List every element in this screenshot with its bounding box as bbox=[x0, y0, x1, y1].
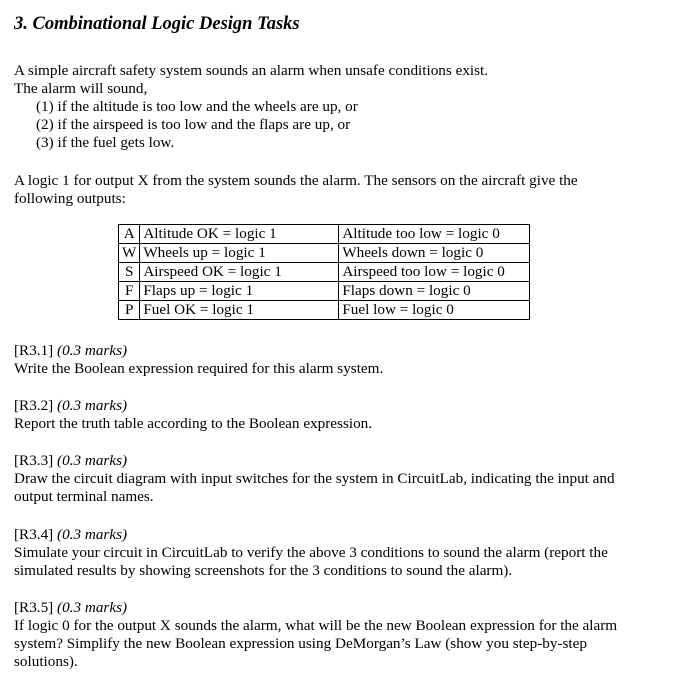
question-text: Simulate your circuit in CircuitLab to verify the above 3 conditions to sound the alarm (report the bbox=[14, 544, 608, 561]
question-header-r3-5 bbox=[14, 599, 127, 617]
sensor-ok: Wheels up = logic 1 bbox=[140, 244, 339, 263]
sensor-key: P bbox=[119, 301, 140, 320]
table-row bbox=[119, 282, 530, 301]
sensor-bad: Altitude too low = logic 0 bbox=[339, 225, 530, 244]
condition-2: (2) if the airspeed is too low and the flaps are up, or bbox=[36, 116, 351, 133]
question-text: solutions). bbox=[14, 653, 78, 670]
sensor-key: A bbox=[119, 225, 140, 244]
output-text-line-1: A logic 1 for output X from the system sounds the alarm. The sensors on the aircraft give the bbox=[14, 172, 578, 189]
table-row bbox=[119, 225, 530, 244]
table-row bbox=[119, 263, 530, 282]
question-text: Write the Boolean expression required for this alarm system. bbox=[14, 360, 384, 377]
intro-line-1: A simple aircraft safety system sounds an alarm when unsafe conditions exist. bbox=[14, 62, 489, 79]
sensor-bad: Wheels down = logic 0 bbox=[339, 244, 530, 263]
question-marks: (0.3 marks) bbox=[57, 599, 128, 616]
question-text: Draw the circuit diagram with input switches for the system in CircuitLab, indicating the input and bbox=[14, 470, 615, 487]
question-id: [R3.1] bbox=[14, 342, 54, 359]
question-marks: (0.3 marks) bbox=[57, 452, 128, 469]
sensor-ok: Altitude OK = logic 1 bbox=[140, 225, 339, 244]
question-header-r3-2 bbox=[14, 397, 127, 415]
question-text: simulated results by showing screenshots for the 3 conditions to sound the alarm). bbox=[14, 562, 513, 579]
sensor-bad: Fuel low = logic 0 bbox=[339, 301, 530, 320]
question-id: [R3.2] bbox=[14, 397, 54, 414]
question-id: [R3.5] bbox=[14, 599, 54, 616]
sensor-key: S bbox=[119, 263, 140, 282]
question-text: system? Simplify the new Boolean expression using DeMorgan’s Law (show you step-by-step bbox=[14, 635, 587, 652]
table-row bbox=[119, 301, 530, 320]
question-marks: (0.3 marks) bbox=[57, 342, 128, 359]
section-title: 3. Combinational Logic Design Tasks bbox=[14, 14, 300, 34]
question-header-r3-1 bbox=[14, 342, 127, 360]
intro-line-2: The alarm will sound, bbox=[14, 80, 148, 97]
question-header-r3-4 bbox=[14, 526, 127, 544]
condition-1: (1) if the altitude is too low and the wheels are up, or bbox=[36, 98, 358, 115]
sensor-key: W bbox=[119, 244, 140, 263]
output-text-line-2: following outputs: bbox=[14, 190, 126, 207]
question-id: [R3.4] bbox=[14, 526, 54, 543]
sensor-ok: Flaps up = logic 1 bbox=[140, 282, 339, 301]
question-header-r3-3 bbox=[14, 452, 127, 470]
question-text: If logic 0 for the output X sounds the alarm, what will be the new Boolean expression for the alarm bbox=[14, 617, 618, 634]
condition-3: (3) if the fuel gets low. bbox=[36, 134, 175, 151]
question-marks: (0.3 marks) bbox=[57, 397, 128, 414]
sensor-bad: Flaps down = logic 0 bbox=[339, 282, 530, 301]
question-text: output terminal names. bbox=[14, 488, 154, 505]
question-text: Report the truth table according to the Boolean expression. bbox=[14, 415, 373, 432]
question-id: [R3.3] bbox=[14, 452, 54, 469]
sensor-ok: Fuel OK = logic 1 bbox=[140, 301, 339, 320]
question-marks: (0.3 marks) bbox=[57, 526, 128, 543]
sensor-ok: Airspeed OK = logic 1 bbox=[140, 263, 339, 282]
sensor-table bbox=[118, 224, 530, 320]
sensor-bad: Airspeed too low = logic 0 bbox=[339, 263, 530, 282]
sensor-key: F bbox=[119, 282, 140, 301]
table-row bbox=[119, 244, 530, 263]
